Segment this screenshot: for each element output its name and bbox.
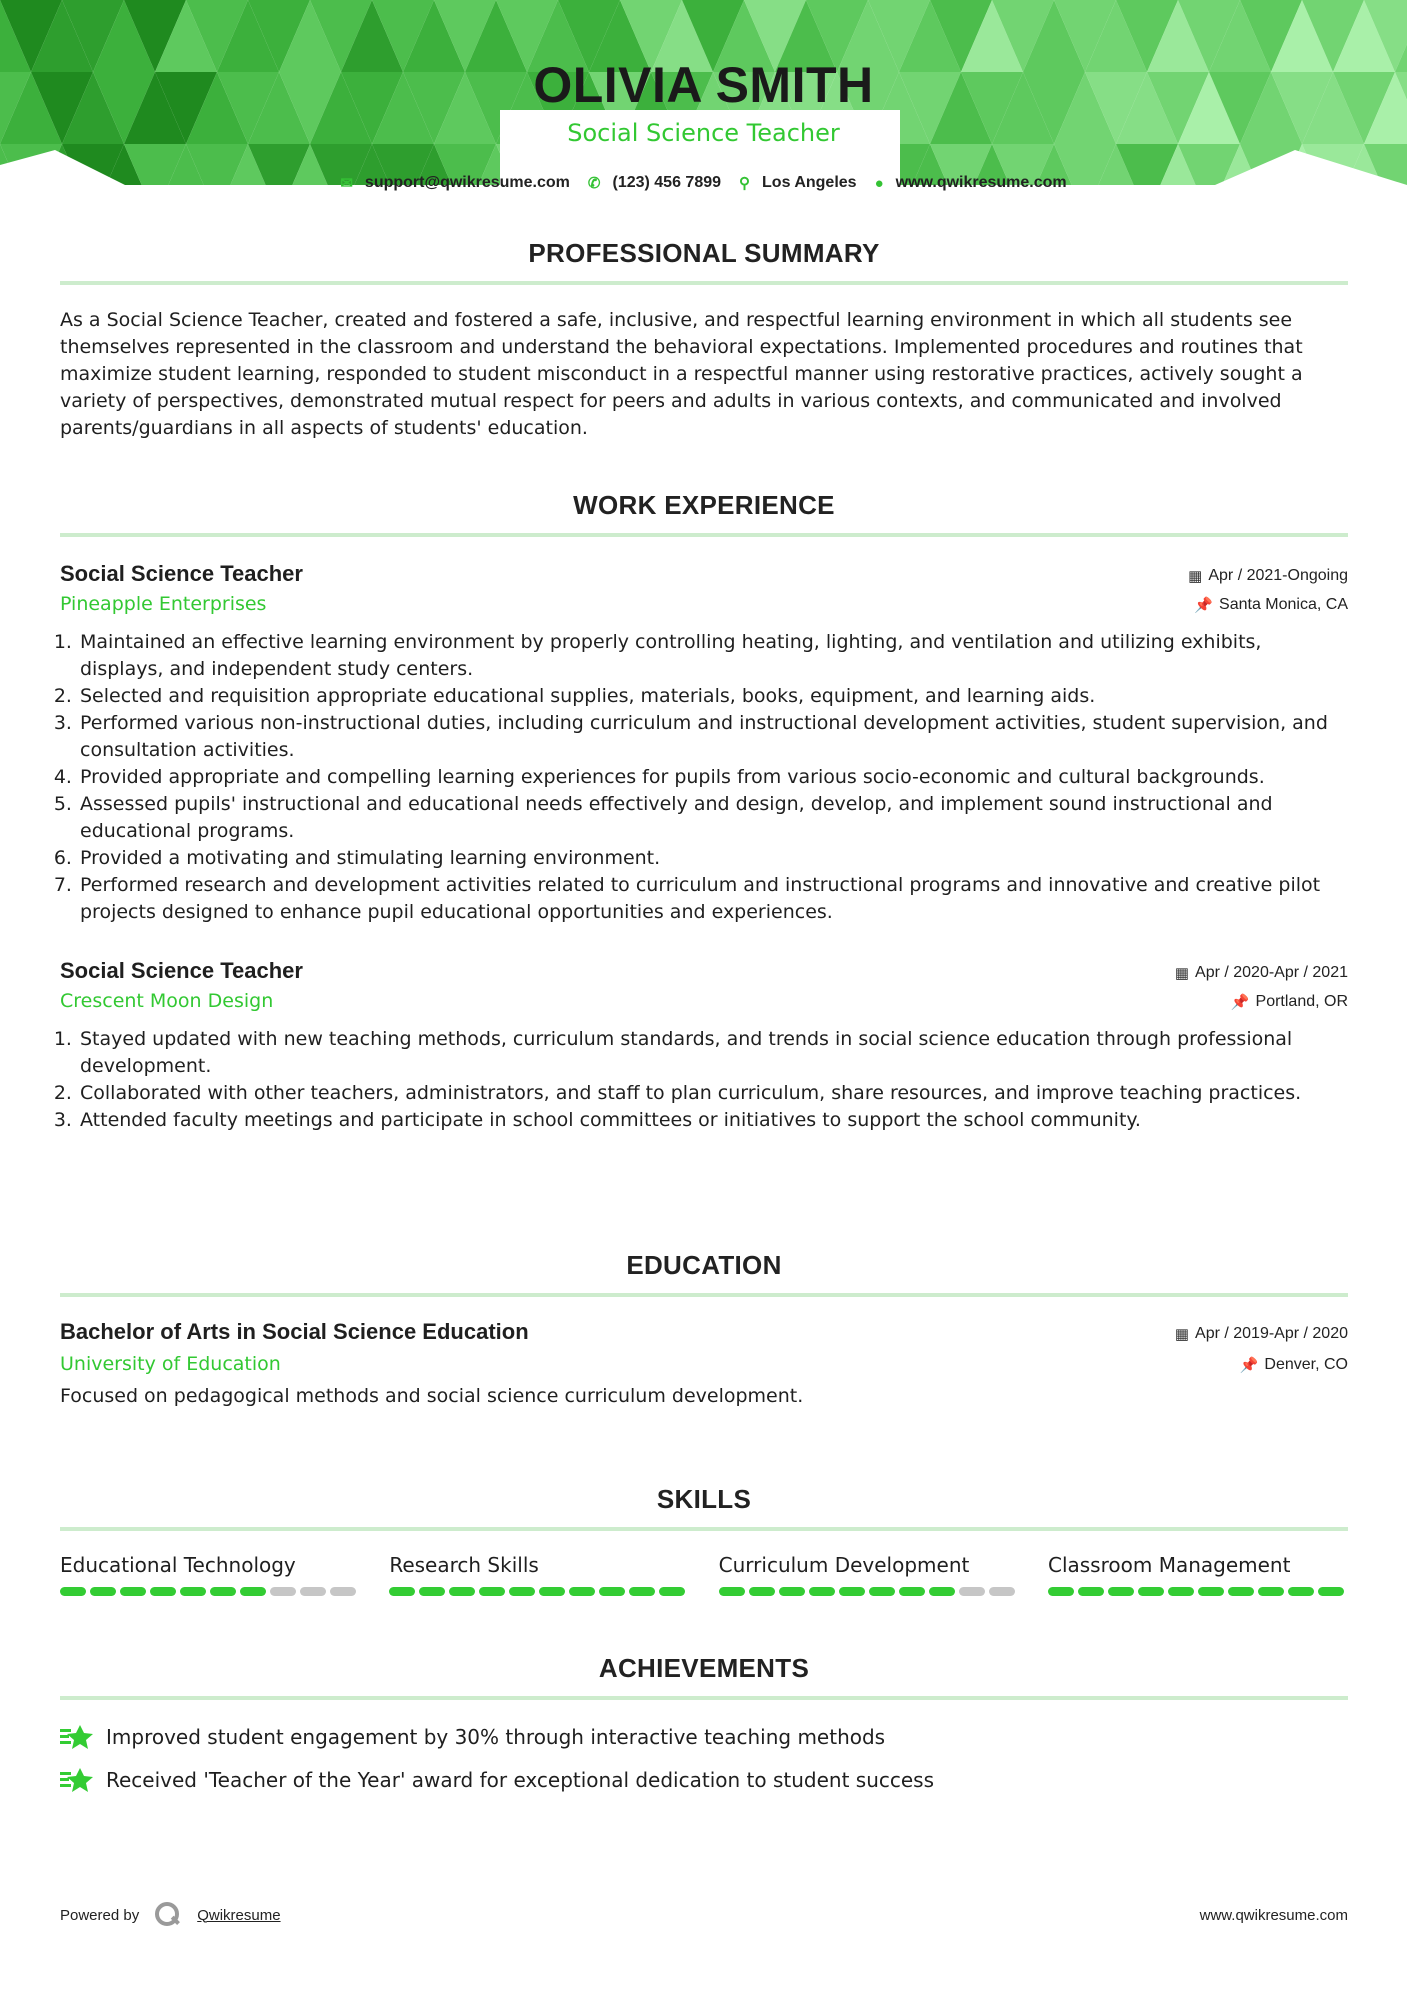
section-divider [60, 1293, 1348, 1297]
skill-level-bar [719, 1587, 1019, 1596]
skill-bar-segment [1228, 1587, 1254, 1596]
section-divider [60, 533, 1348, 537]
contact-phone[interactable]: ✆ (123) 456 7899 [587, 174, 722, 192]
list-item: 2. Selected and requisition appropriate educational supplies, materials, books, equipment, and learning aids. [78, 683, 1348, 710]
list-item: 3. Attended faculty meetings and participate in school committees or initiatives to support the school community. [78, 1107, 1348, 1134]
footer-website[interactable]: www.qwikresume.com [1199, 1906, 1348, 1924]
skill-bar-segment [749, 1587, 775, 1596]
skill-bar-segment [929, 1587, 955, 1596]
skill-bar-segment [539, 1587, 565, 1596]
job-company: Pineapple Enterprises [60, 593, 267, 616]
job-location: 📌 Santa Monica, CA [1194, 596, 1348, 615]
skill-bar-segment [180, 1587, 206, 1596]
skill-bar-segment [1078, 1587, 1104, 1596]
skill-bar-segment [719, 1587, 745, 1596]
skill-bar-segment [330, 1587, 356, 1596]
education-section [60, 1250, 1348, 1410]
list-item: 7. Performed research and development activities related to curriculum and instructional programs and innovative and creative pilot projects designed to enhance pupil educational opportunities and experiences. [78, 872, 1348, 926]
pushpin-icon: 📌 [1194, 597, 1214, 615]
experience-section [60, 490, 1348, 1134]
list-item: 2. Collaborated with other teachers, administrators, and staff to plan curriculum, share resources, and improve teaching practices. [78, 1080, 1348, 1107]
skill-bar-segment [419, 1587, 445, 1596]
job-bullets [60, 1026, 1348, 1134]
skill-level-bar [389, 1587, 689, 1596]
list-item: 1. Stayed updated with new teaching methods, curriculum standards, and trends in social science education through professional development. [78, 1026, 1348, 1080]
skill-bar-segment [1108, 1587, 1134, 1596]
envelope-icon: ✉ [340, 175, 353, 192]
phone-icon: ✆ [587, 175, 601, 192]
skill-bar-segment [150, 1587, 176, 1596]
skill-bar-segment [300, 1587, 326, 1596]
skill-bar-segment [659, 1587, 685, 1596]
skill-bar-segment [270, 1587, 296, 1596]
brand-link[interactable]: Qwikresume [197, 1906, 281, 1924]
skill-bar-segment [989, 1587, 1015, 1596]
job-bullets [60, 629, 1348, 926]
skill-bar-segment [1318, 1587, 1344, 1596]
summary-section [60, 238, 1348, 442]
summary-text: As a Social Science Teacher, created and fostered a safe, inclusive, and respectful learning environment in which all students see themselves represented in the classroom and understand the behavioral expectations. Implemented procedures and routines that maximize student learning, responded to student misconduct in a respectful manner using restorative practices, actively sought a variety of perspectives, demonstrated mutual respect for peers and adults in various contexts, and communicated and involved parents/guardians in all aspects of students' education. [60, 309, 1303, 440]
skill-bar-segment [1258, 1587, 1284, 1596]
skill-bar-segment [779, 1587, 805, 1596]
powered-by-label: Powered by [60, 1906, 140, 1924]
skill-bar-segment [509, 1587, 535, 1596]
achievement-item [60, 1722, 1348, 1752]
achievements-heading: ACHIEVEMENTS [598, 1653, 810, 1683]
education-description: Focused on pedagogical methods and social science curriculum development. [60, 1385, 804, 1408]
skill-bar-segment [120, 1587, 146, 1596]
experience-heading: WORK EXPERIENCE [573, 490, 835, 520]
skills-section [60, 1484, 1348, 1596]
achievement-text: Received 'Teacher of the Year' award for exceptional dedication to student success [106, 1768, 935, 1793]
achievements-section [60, 1653, 1348, 1808]
education-heading: EDUCATION [626, 1250, 782, 1280]
job-dates: ▦ Apr / 2021-Ongoing [1188, 567, 1348, 586]
calendar-icon: ▦ [1174, 1326, 1190, 1344]
skill-name: Curriculum Development [718, 1553, 970, 1578]
job-dates: ▦ Apr / 2020-Apr / 2021 [1174, 964, 1348, 983]
footer [60, 1900, 1348, 1930]
star-award-icon [60, 1722, 94, 1752]
skill-bar-segment [869, 1587, 895, 1596]
calendar-icon: ▦ [1188, 568, 1203, 586]
calendar-icon: ▦ [1174, 965, 1190, 983]
skills-heading: SKILLS [656, 1484, 752, 1514]
pushpin-icon: 📌 [1230, 994, 1250, 1012]
achievement-item [60, 1765, 1348, 1795]
skill-bar-segment [959, 1587, 985, 1596]
education-location: 📌 Denver, CO [1239, 1356, 1348, 1375]
skill-bar-segment [1198, 1587, 1224, 1596]
achievements-list [60, 1722, 1348, 1795]
skill-name: Research Skills [389, 1553, 539, 1578]
job-location: 📌 Portland, OR [1230, 993, 1348, 1012]
skill-bar-segment [60, 1587, 86, 1596]
skill-bar-segment [629, 1587, 655, 1596]
list-item: 1. Maintained an effective learning environment by properly controlling heating, lighting, and ventilation and utilizing exhibits, displays, and independent study centers. [78, 629, 1348, 683]
list-item: 5. Assessed pupils' instructional and educational needs effectively and design, develop, and implement sound instructional and educational programs. [78, 791, 1348, 845]
job-entry [60, 958, 1348, 1134]
contact-email[interactable]: ✉ support@qwikresume.com [340, 174, 570, 192]
globe-icon: ● [874, 174, 884, 192]
summary-heading: PROFESSIONAL SUMMARY [528, 238, 880, 268]
skill-item [389, 1553, 689, 1596]
school-name: University of Education [60, 1353, 281, 1376]
education-dates: ▦ Apr / 2019-Apr / 2020 [1174, 1325, 1348, 1344]
skill-bar-segment [809, 1587, 835, 1596]
skill-level-bar [1048, 1587, 1348, 1596]
contact-location: ⚲ Los Angeles [739, 174, 857, 192]
skill-bar-segment [569, 1587, 595, 1596]
skill-level-bar [60, 1587, 360, 1596]
contact-bar [0, 174, 1407, 192]
job-entry [60, 561, 1348, 926]
map-pin-icon: ⚲ [739, 175, 751, 192]
qwikresume-logo-icon [153, 1900, 183, 1930]
skill-item [60, 1553, 360, 1596]
skill-bar-segment [1138, 1587, 1164, 1596]
job-title: Social Science Teacher [60, 958, 303, 984]
skill-item [719, 1553, 1019, 1596]
degree-title: Bachelor of Arts in Social Science Education [60, 1319, 529, 1345]
skill-name: Classroom Management [1047, 1553, 1291, 1578]
skill-bar-segment [389, 1587, 415, 1596]
candidate-title: Social Science Teacher [567, 119, 840, 147]
skill-bar-segment [479, 1587, 505, 1596]
skill-bar-segment [210, 1587, 236, 1596]
skill-bar-segment [449, 1587, 475, 1596]
skill-bar-segment [899, 1587, 925, 1596]
skill-bar-segment [1048, 1587, 1074, 1596]
contact-website[interactable]: ● www.qwikresume.com [874, 174, 1067, 192]
skill-item [1048, 1553, 1348, 1596]
candidate-name: OLIVIA SMITH [533, 57, 874, 113]
section-divider [60, 281, 1348, 285]
pushpin-icon: 📌 [1239, 1357, 1259, 1375]
skill-name: Educational Technology [60, 1553, 296, 1578]
skill-bar-segment [599, 1587, 625, 1596]
list-item: 6. Provided a motivating and stimulating learning environment. [78, 845, 1348, 872]
skill-bar-segment [240, 1587, 266, 1596]
list-item: 4. Provided appropriate and compelling learning experiences for pupils from various socio-economic and cultural backgrounds. [78, 764, 1348, 791]
section-divider [60, 1527, 1348, 1531]
header-banner [0, 0, 1407, 200]
job-title: Social Science Teacher [60, 561, 303, 587]
skill-bar-segment [1168, 1587, 1194, 1596]
skill-bar-segment [90, 1587, 116, 1596]
list-item: 3. Performed various non-instructional duties, including curriculum and instructional development activities, student supervision, and consultation activities. [78, 710, 1348, 764]
skill-bar-segment [839, 1587, 865, 1596]
achievement-text: Improved student engagement by 30% through interactive teaching methods [106, 1725, 886, 1750]
skills-list [60, 1553, 1348, 1596]
star-award-icon [60, 1765, 94, 1795]
skill-bar-segment [1288, 1587, 1314, 1596]
section-divider [60, 1696, 1348, 1700]
job-company: Crescent Moon Design [60, 990, 274, 1013]
